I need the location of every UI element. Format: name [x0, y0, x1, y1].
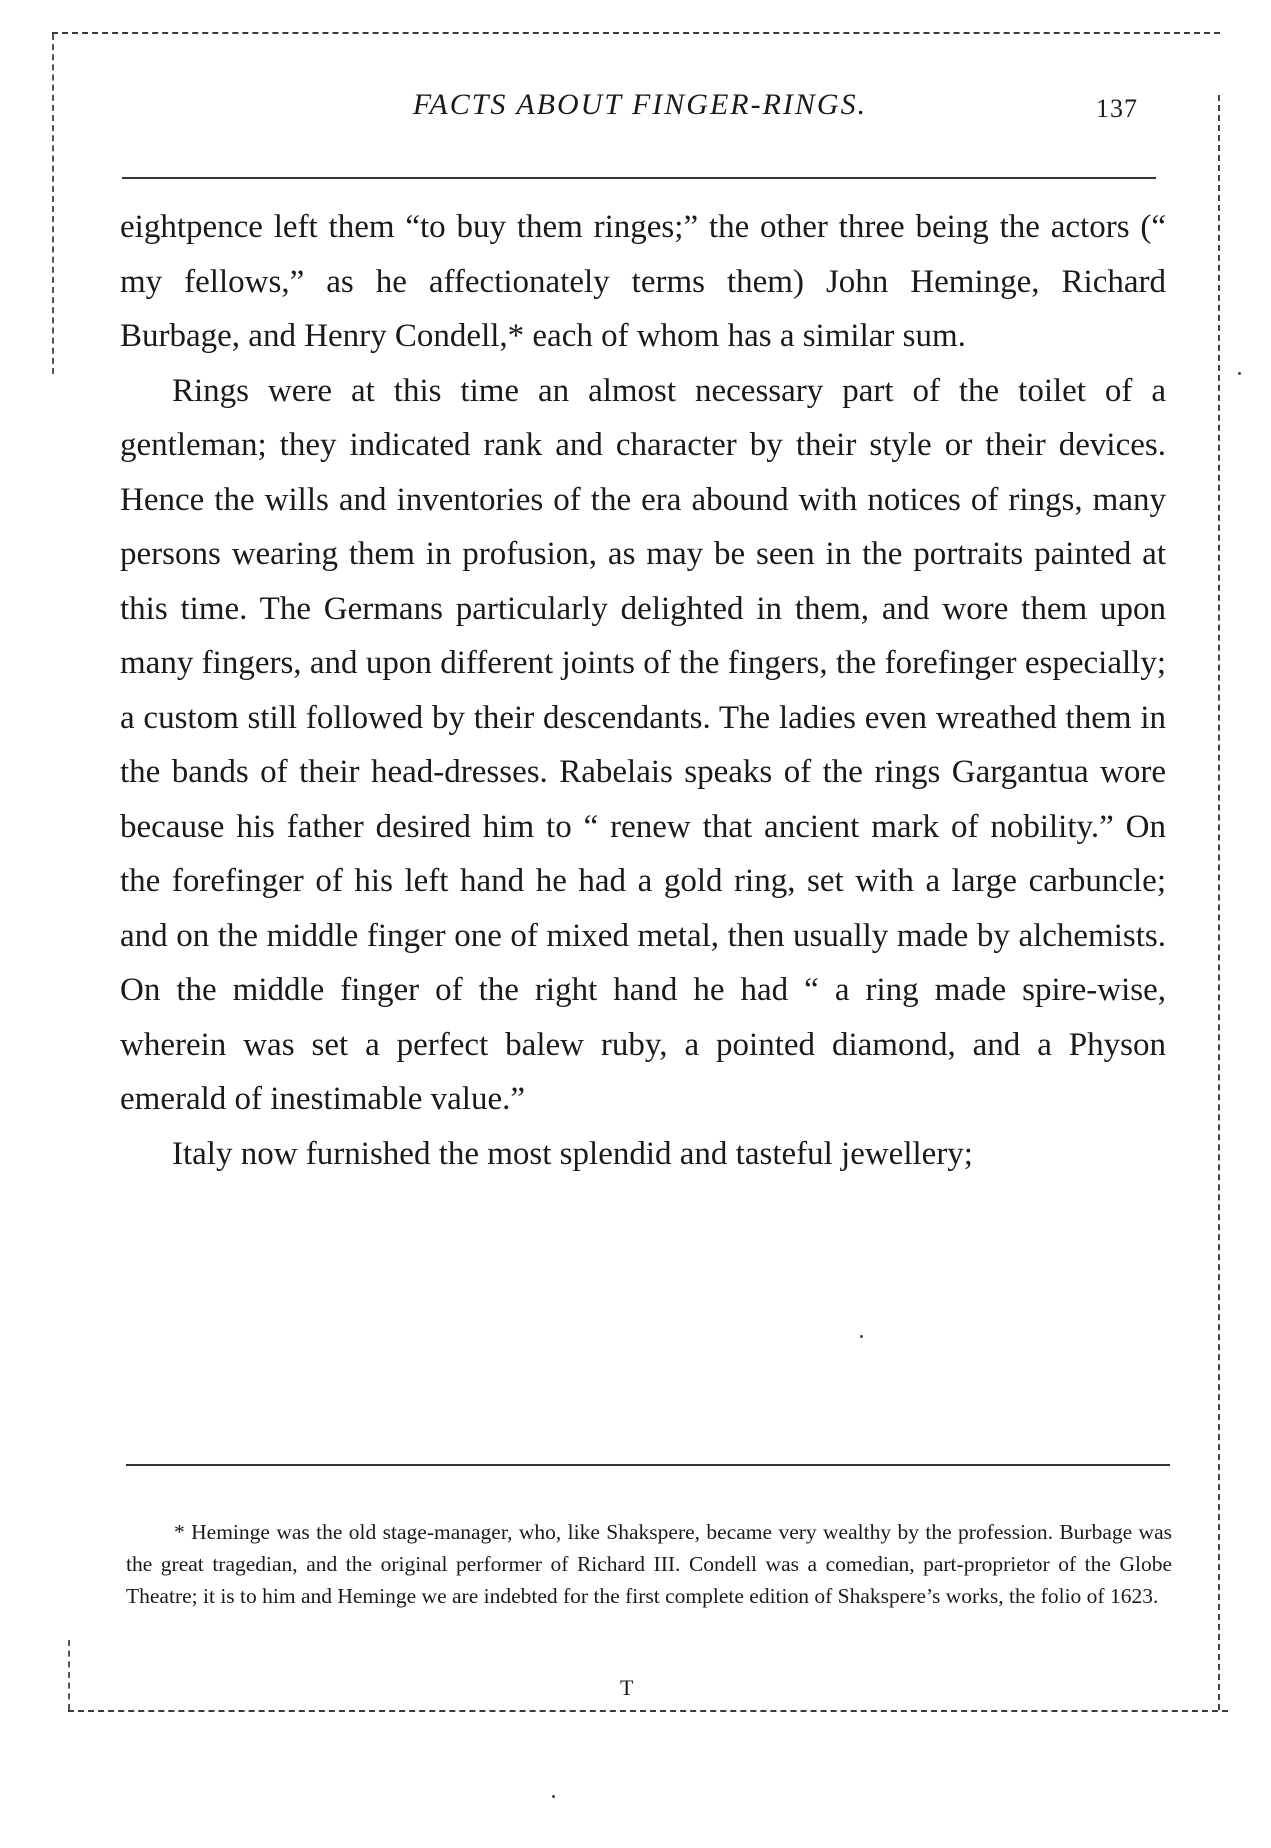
header-rule	[122, 177, 1156, 179]
paragraph-italy: Italy now furnished the most splendid and tasteful jewellery;	[172, 1135, 973, 1172]
scan-speck	[552, 1795, 555, 1798]
body-text	[120, 200, 1166, 1181]
footnote-rule	[126, 1464, 1170, 1466]
running-head	[0, 88, 1271, 138]
signature-mark: T	[620, 1675, 634, 1700]
paragraph-rings: Rings were at this time an almost necessary part of the toilet of a gentleman; they indicated rank and character by their style or their devices. Hence the wills and inventories of the era abound with notices of rings, many persons wearing them in profusion, as may be seen in the portraits painted at this time. The Germans particularly delighted in them, and wore them upon many fingers, and upon different joints of the fingers, the forefinger especially; a custom still followed by their descendants. The ladies even wreathed them in the bands of their head-dresses. Rabelais speaks of the rings Gargantua wore because his father desired him to “ renew that ancient mark of nobility.” On the forefinger of his left hand he had a gold ring, set with a large carbuncle; and on the middle finger one of mixed metal, then usually made by alchemists. On the middle finger of the right hand he had “ a ring made spire-wise, wherein was set a perfect balew ruby, a pointed diamond, and a Physon emerald of inestimable value.”	[120, 372, 1166, 1117]
page-number: 137	[1096, 94, 1138, 123]
scan-speck	[1238, 372, 1241, 375]
paragraph-continuation: eightpence left them “to buy them ringes;” the other three being the actors (“ my fellows,” as he affectionately terms them) John Heminge, Richard Burbage, and Henry Condell,* each of whom has a similar sum.	[120, 209, 1166, 354]
scan-speck	[860, 1335, 863, 1338]
scan-frame-left-lower	[68, 1640, 70, 1710]
scan-frame-top	[52, 32, 1220, 34]
footnote: * Heminge was the old stage-manager, who, like Shakspere, became very wealthy by the profession. Burbage was the great tragedian, and the original performer of Richard III. Condell was a comedian, part-proprietor of the Globe Theatre; it is to him and Heminge we are indebted for the first complete edition of Shakspere’s works, the folio of 1623.	[126, 1520, 1172, 1608]
scan-frame-right	[1218, 95, 1220, 1710]
scan-frame-left	[52, 34, 54, 374]
running-title: FACTS ABOUT FINGER-RINGS.	[412, 88, 868, 121]
scan-frame-bottom	[68, 1710, 1228, 1712]
